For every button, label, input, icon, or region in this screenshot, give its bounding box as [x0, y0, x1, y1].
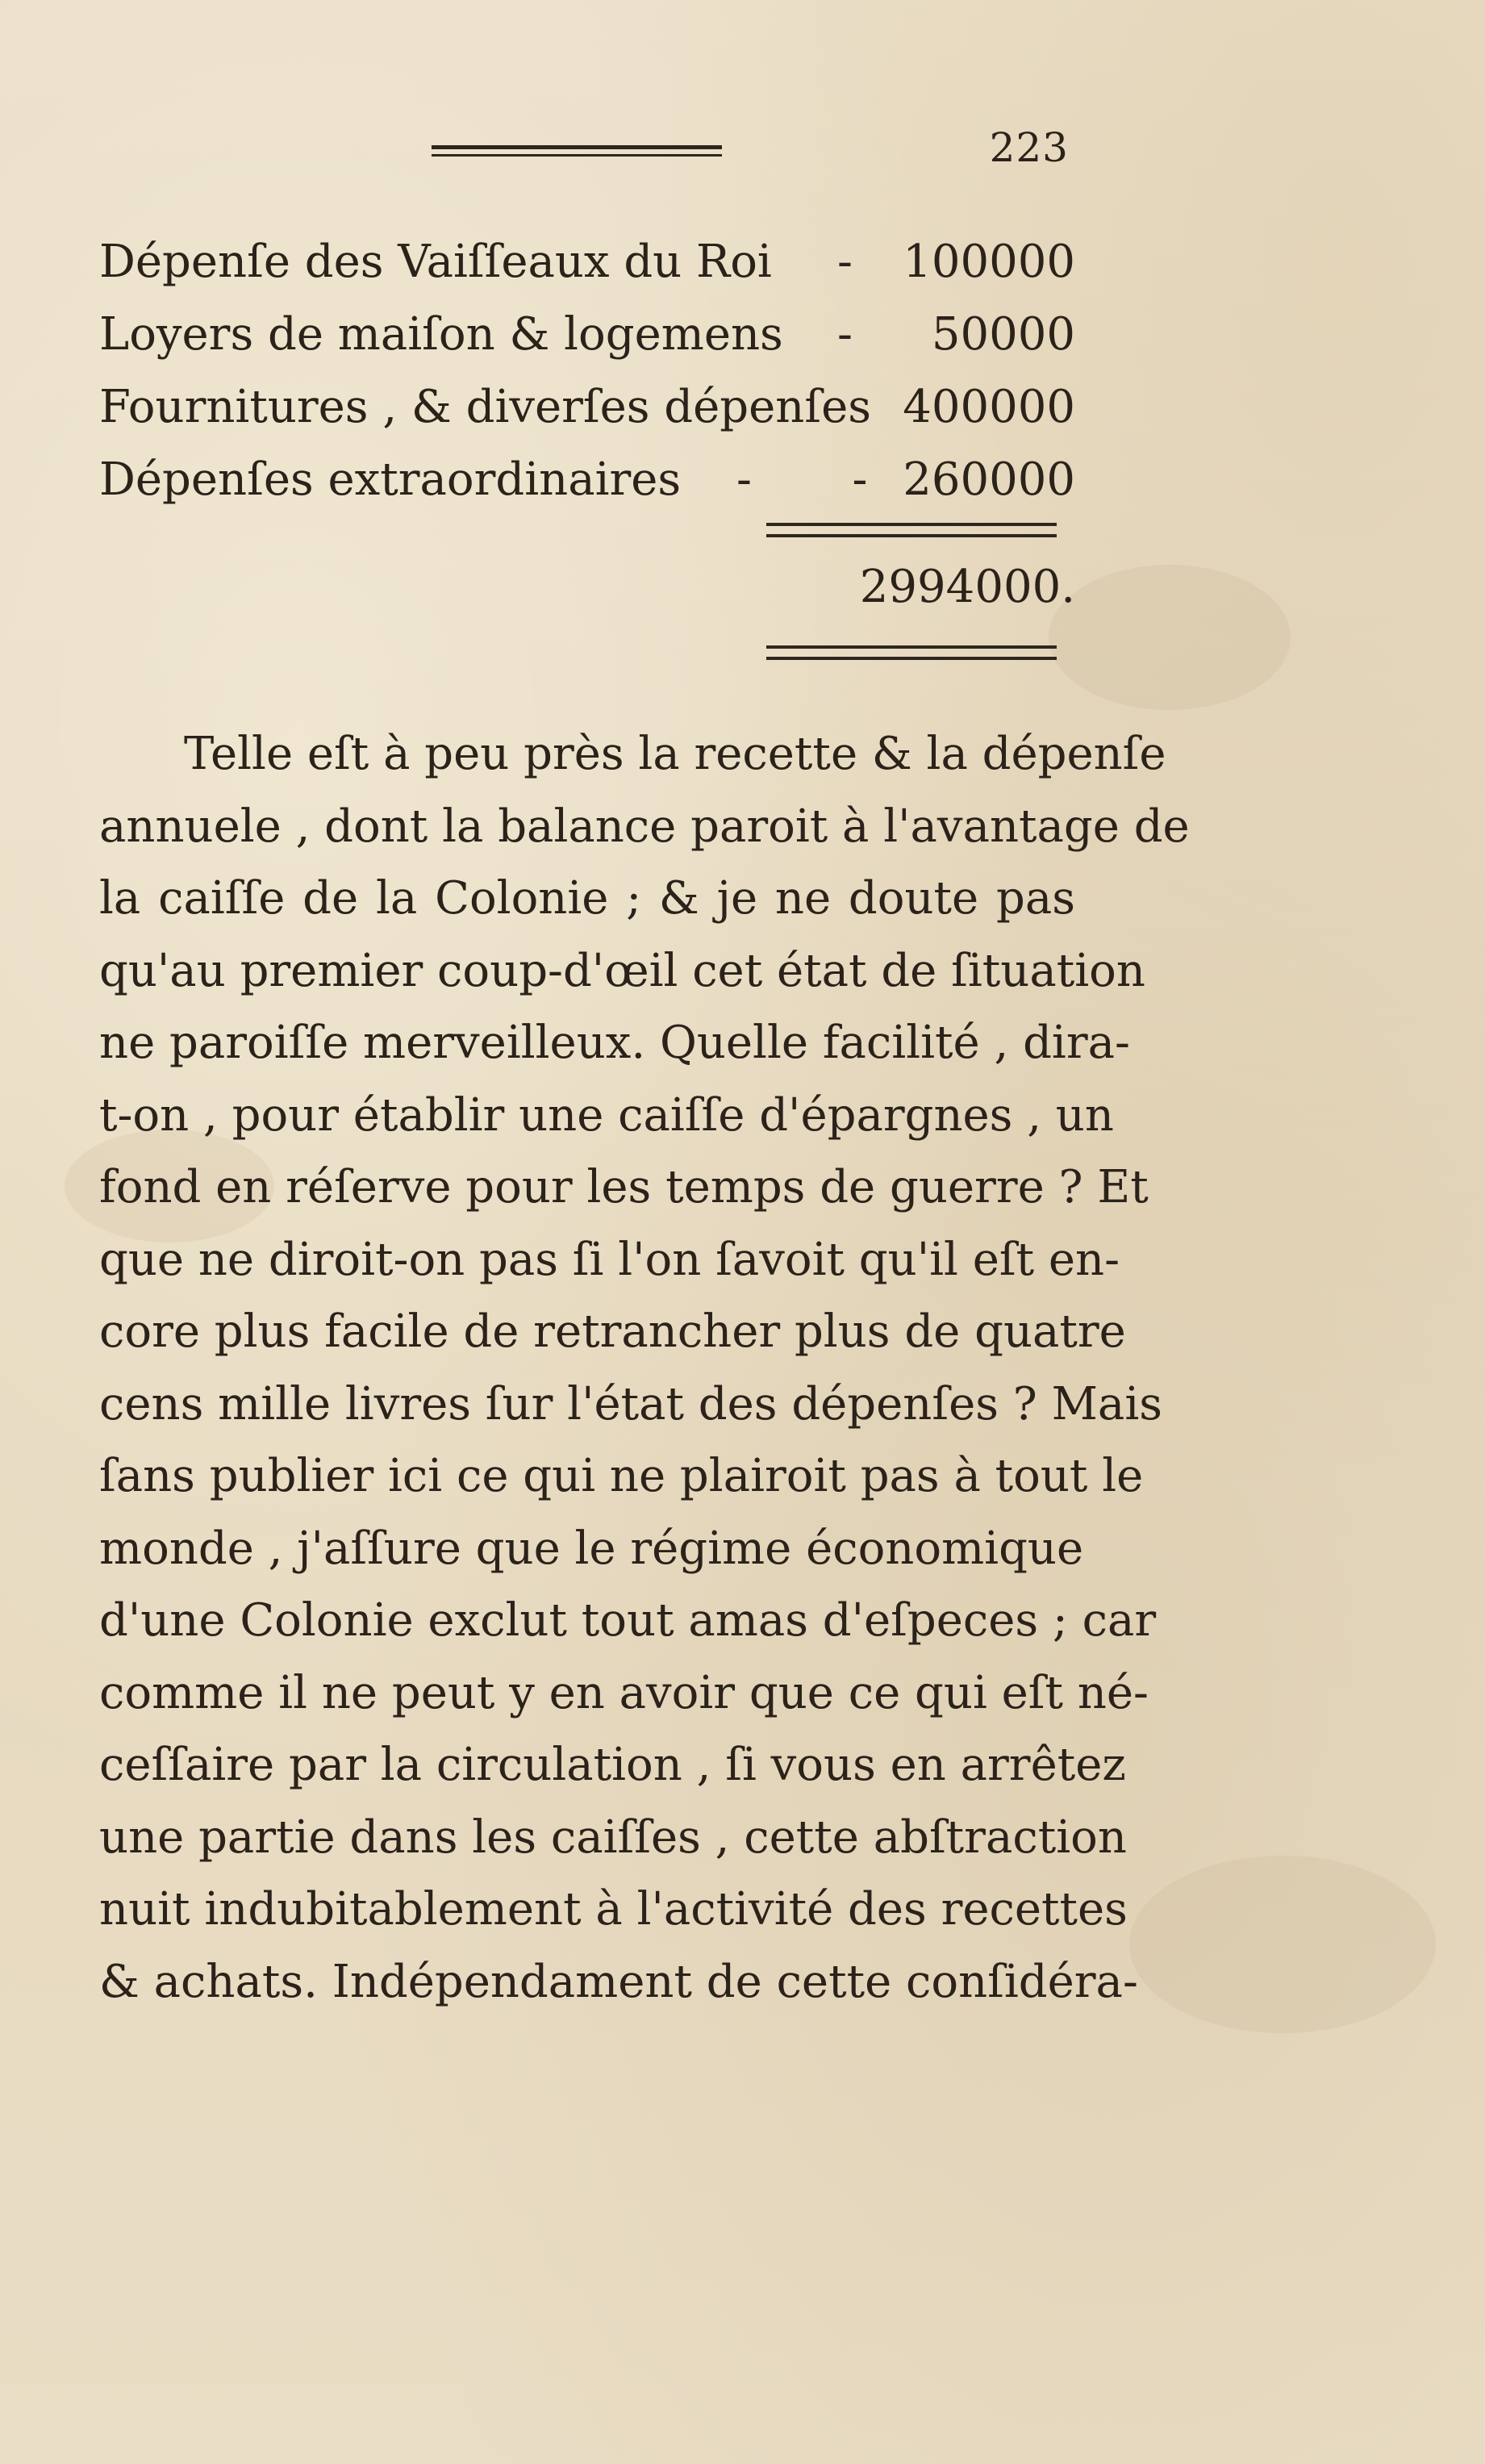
body-line: fond en réſerve pour les temps de guerre ? Et: [99, 1161, 1149, 1213]
ledger-total: 2994000.: [859, 561, 1075, 613]
total-rule-bottom: [766, 645, 1057, 665]
ledger-row-label: Dépenſes extraordinaires: [99, 453, 682, 506]
ledger-row-amount: 260000: [903, 453, 1075, 506]
ledger-row: [99, 444, 1075, 516]
expense-ledger: [99, 226, 1075, 516]
body-line: t-on , pour établir une caiſſe d'épargnes , un: [99, 1088, 1114, 1142]
body-line: comme il ne peut y en avoir que ce qui eſt né-: [99, 1666, 1149, 1719]
ledger-row-amount: 50000: [931, 308, 1075, 361]
ledger-row-amount: 400000: [903, 381, 1075, 433]
header-rule: [432, 145, 722, 161]
total-rule-top: [766, 523, 1057, 542]
body-line: Telle eſt à peu près la recette & la dépenſe: [184, 728, 1166, 780]
ledger-row-dash: - -: [736, 453, 868, 506]
ledger-row-label: Loyers de maiſon & logemens: [99, 308, 783, 361]
paper-stain: [1049, 565, 1291, 710]
ledger-row: [99, 371, 1075, 444]
ledger-row: [99, 226, 1075, 299]
body-line: que ne diroit-on pas ſi l'on ſavoit qu'il eſt en-: [99, 1233, 1120, 1286]
ledger-row-label: Dépenſe des Vaiſſeaux du Roi: [99, 236, 772, 288]
body-line: qu'au premier coup-d'œil cet état de ſituation: [99, 944, 1145, 997]
body-line: & achats. Indépendament de cette conſidéra-: [99, 1955, 1138, 2008]
body-line: core plus facile de retrancher plus de quatre: [99, 1305, 1126, 1358]
page-number: 223: [989, 124, 1069, 171]
body-line: monde , j'aſſure que le régime économique: [99, 1522, 1084, 1575]
paper-stain: [1129, 1856, 1436, 2033]
ledger-row: [99, 299, 1075, 371]
body-line: ceſſaire par la circulation , ſi vous en arrêtez: [99, 1739, 1126, 1791]
ledger-row-label: Fournitures , & diverſes dépenſes: [99, 381, 871, 433]
body-line: la caiſſe de la Colonie ; & je ne doute pas: [99, 872, 1075, 925]
ledger-row-dash: -: [837, 236, 853, 288]
body-paragraph: [99, 718, 1190, 2018]
body-line: nuit indubitablement à l'activité des recettes: [99, 1883, 1128, 1936]
body-line: ne paroiſſe merveilleux. Quelle facilité , dira-: [99, 1017, 1130, 1069]
body-line: d'une Colonie exclut tout amas d'eſpeces ; car: [99, 1594, 1157, 1647]
ledger-row-amount: 100000: [903, 236, 1075, 288]
body-line: cens mille livres ſur l'état des dépenſes ? Mais: [99, 1377, 1162, 1430]
body-line: annuele , dont la balance paroit à l'avantage de: [99, 800, 1190, 853]
ledger-row-dash: -: [837, 308, 853, 361]
body-line: une partie dans les caiſſes , cette abſtraction: [99, 1810, 1127, 1864]
body-line: ſans publier ici ce qui ne plairoit pas à tout le: [99, 1450, 1144, 1502]
